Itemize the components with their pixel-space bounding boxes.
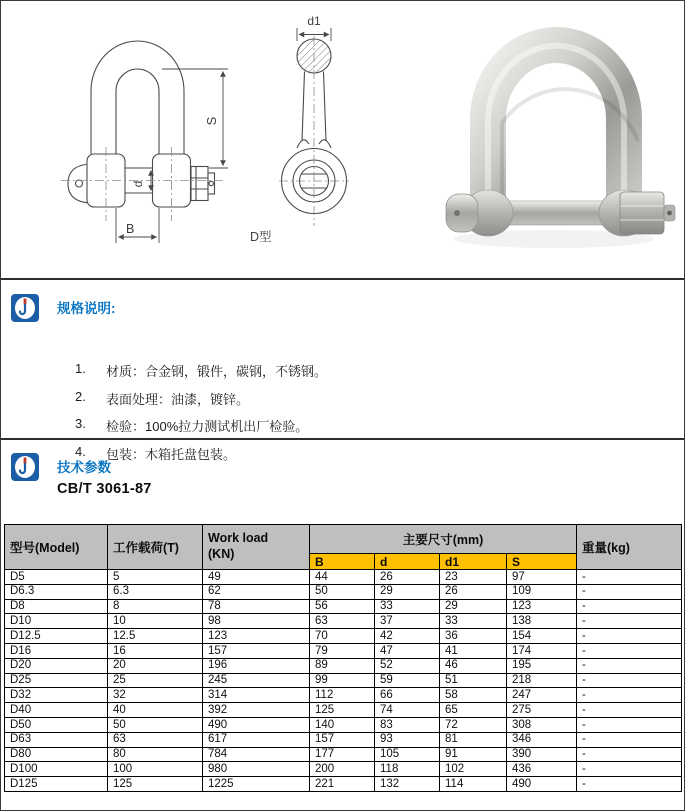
table-cell: 99: [310, 673, 375, 688]
table-cell: 245: [203, 673, 310, 688]
table-cell: 29: [375, 584, 440, 599]
table-cell: 58: [440, 688, 507, 703]
table-cell: 98: [203, 614, 310, 629]
spec-item-number: 4.: [75, 443, 86, 459]
table-cell: D25: [5, 673, 108, 688]
col-header-load: 工作载荷(T): [108, 525, 203, 570]
col-header-dimensions: 主要尺寸(mm): [310, 525, 577, 554]
shackle-side-view-drawing: [271, 11, 366, 251]
shackle-front-view-drawing: [56, 21, 251, 256]
table-body: [5, 570, 682, 792]
table-cell: 123: [507, 599, 577, 614]
dim-label-d: d: [131, 180, 145, 188]
table-cell: 275: [507, 703, 577, 718]
col-header-dim-d1: d1: [440, 554, 507, 570]
table-cell: 105: [375, 747, 440, 762]
drawing-type-label: D型: [250, 230, 272, 244]
spec-item: [75, 389, 684, 408]
table-cell: 79: [310, 643, 375, 658]
spec-item: [75, 361, 684, 380]
table-cell: 63: [108, 732, 203, 747]
table-cell: D16: [5, 643, 108, 658]
table-cell: 490: [203, 717, 310, 732]
table-cell: D6.3: [5, 584, 108, 599]
table-cell: -: [577, 570, 682, 585]
table-cell: 8: [108, 599, 203, 614]
table-row: [5, 703, 682, 718]
table-cell: 221: [310, 777, 375, 792]
table-cell: 56: [310, 599, 375, 614]
table-cell: 102: [440, 762, 507, 777]
table-cell: 123: [203, 629, 310, 644]
table-cell: -: [577, 614, 682, 629]
table-row: [5, 643, 682, 658]
table-row: [5, 673, 682, 688]
table-cell: -: [577, 584, 682, 599]
table-cell: 177: [310, 747, 375, 762]
table-cell: 125: [310, 703, 375, 718]
table-cell: 346: [507, 732, 577, 747]
table-cell: 308: [507, 717, 577, 732]
table-row: [5, 658, 682, 673]
table-cell: -: [577, 688, 682, 703]
table-cell: 617: [203, 732, 310, 747]
spec-item-number: 2.: [75, 388, 86, 404]
table-cell: 93: [375, 732, 440, 747]
table-cell: 195: [507, 658, 577, 673]
table-cell: -: [577, 762, 682, 777]
spec-item-number: 1.: [75, 361, 86, 376]
table-cell: 41: [440, 643, 507, 658]
table-cell: 200: [310, 762, 375, 777]
table-cell: 20: [108, 658, 203, 673]
table-cell: 46: [440, 658, 507, 673]
table-cell: 980: [203, 762, 310, 777]
table-cell: 390: [507, 747, 577, 762]
table-cell: -: [577, 703, 682, 718]
standard-number: CB/T 3061-87: [57, 481, 152, 497]
table-cell: 26: [440, 584, 507, 599]
table-cell: D8: [5, 599, 108, 614]
table-cell: -: [577, 658, 682, 673]
table-cell: -: [577, 747, 682, 762]
col-header-workload-line1: Work load: [208, 531, 269, 546]
table-cell: -: [577, 777, 682, 792]
table-cell: 70: [310, 629, 375, 644]
table-row: [5, 777, 682, 792]
table-cell: 112: [310, 688, 375, 703]
table-cell: 36: [440, 629, 507, 644]
table-cell: 59: [375, 673, 440, 688]
table-cell: 78: [203, 599, 310, 614]
spec-item-number: 3.: [75, 416, 86, 431]
shackle-photo: [426, 11, 678, 259]
table-row: [5, 717, 682, 732]
table-cell: 174: [507, 643, 577, 658]
dim-label-s: S: [204, 116, 219, 126]
table-cell: 42: [375, 629, 440, 644]
col-header-workload: [203, 525, 310, 570]
col-header-dim-s: S: [507, 554, 577, 570]
brand-logo-icon: [11, 453, 39, 481]
col-header-dim-d: d: [375, 554, 440, 570]
dim-label-b: B: [126, 222, 135, 236]
table-cell: 80: [108, 747, 203, 762]
table-cell: D12.5: [5, 629, 108, 644]
table-cell: 154: [507, 629, 577, 644]
table-row: [5, 570, 682, 585]
table-cell: 97: [507, 570, 577, 585]
table-cell: 32: [108, 688, 203, 703]
spec-section-title: 规格说明:: [57, 301, 116, 316]
table-cell: 63: [310, 614, 375, 629]
table-cell: 490: [507, 777, 577, 792]
table-cell: 50: [108, 717, 203, 732]
table-cell: 436: [507, 762, 577, 777]
table-cell: 12.5: [108, 629, 203, 644]
table-cell: -: [577, 732, 682, 747]
table-cell: 114: [440, 777, 507, 792]
dim-label-d1: d1: [307, 14, 321, 28]
table-cell: -: [577, 629, 682, 644]
table-cell: -: [577, 673, 682, 688]
col-header-workload-line2: (KN): [208, 547, 235, 561]
table-cell: 100: [108, 762, 203, 777]
table-cell: D80: [5, 747, 108, 762]
table-row: [5, 762, 682, 777]
table-cell: 33: [375, 599, 440, 614]
col-header-model: 型号(Model): [5, 525, 108, 570]
table-cell: 109: [507, 584, 577, 599]
table-cell: 392: [203, 703, 310, 718]
table-cell: 81: [440, 732, 507, 747]
table-cell: 138: [507, 614, 577, 629]
table-cell: 91: [440, 747, 507, 762]
table-cell: 66: [375, 688, 440, 703]
table-cell: 140: [310, 717, 375, 732]
table-cell: D10: [5, 614, 108, 629]
col-header-dim-b: B: [310, 554, 375, 570]
table-row: [5, 732, 682, 747]
table-row: [5, 599, 682, 614]
table-cell: D5: [5, 570, 108, 585]
tech-section-title: 技术参数: [57, 460, 111, 475]
table-cell: 23: [440, 570, 507, 585]
table-cell: 157: [203, 643, 310, 658]
table-cell: 132: [375, 777, 440, 792]
table-cell: -: [577, 643, 682, 658]
table-cell: D20: [5, 658, 108, 673]
table-row: [5, 688, 682, 703]
table-cell: 1225: [203, 777, 310, 792]
table-cell: 47: [375, 643, 440, 658]
table-cell: 40: [108, 703, 203, 718]
table-cell: 196: [203, 658, 310, 673]
spec-item-text: 检验：100%拉力测试机出厂检验。: [106, 419, 309, 434]
table-cell: D63: [5, 732, 108, 747]
spec-notes-section: [1, 280, 684, 462]
table-cell: 74: [375, 703, 440, 718]
col-header-weight: 重量(kg): [577, 525, 682, 570]
technical-drawing-section: [1, 1, 684, 280]
table-cell: 5: [108, 570, 203, 585]
table-cell: 37: [375, 614, 440, 629]
table-cell: 51: [440, 673, 507, 688]
table-cell: D125: [5, 777, 108, 792]
table-cell: 26: [375, 570, 440, 585]
tech-params-section: [1, 440, 684, 810]
table-cell: 25: [108, 673, 203, 688]
table-cell: 33: [440, 614, 507, 629]
table-row: [5, 629, 682, 644]
table-row: [5, 614, 682, 629]
table-cell: 16: [108, 643, 203, 658]
table-cell: 83: [375, 717, 440, 732]
table-cell: 784: [203, 747, 310, 762]
table-cell: D50: [5, 717, 108, 732]
table-cell: 50: [310, 584, 375, 599]
table-cell: D100: [5, 762, 108, 777]
table-cell: -: [577, 717, 682, 732]
table-cell: 65: [440, 703, 507, 718]
table-cell: 89: [310, 658, 375, 673]
table-cell: D40: [5, 703, 108, 718]
spec-item-text: 包装：木箱托盘包装。: [106, 446, 237, 462]
table-cell: 49: [203, 570, 310, 585]
table-cell: 218: [507, 673, 577, 688]
spec-item-text: 材质：合金钢，锻件，碳钢，不锈钢。: [106, 364, 328, 379]
brand-logo-icon: [11, 294, 39, 322]
table-cell: 72: [440, 717, 507, 732]
table-cell: 6.3: [108, 584, 203, 599]
table-cell: 118: [375, 762, 440, 777]
table-row: [5, 584, 682, 599]
table-cell: 10: [108, 614, 203, 629]
spec-item: [75, 416, 684, 435]
table-cell: 29: [440, 599, 507, 614]
table-cell: D32: [5, 688, 108, 703]
table-cell: 62: [203, 584, 310, 599]
table-cell: 44: [310, 570, 375, 585]
table-cell: 125: [108, 777, 203, 792]
spec-item-text: 表面处理：油漆，镀锌。: [106, 391, 250, 407]
table-cell: 52: [375, 658, 440, 673]
parameter-table: [4, 524, 682, 792]
table-cell: -: [577, 599, 682, 614]
table-row: [5, 747, 682, 762]
table-cell: 157: [310, 732, 375, 747]
table-cell: 247: [507, 688, 577, 703]
table-cell: 314: [203, 688, 310, 703]
